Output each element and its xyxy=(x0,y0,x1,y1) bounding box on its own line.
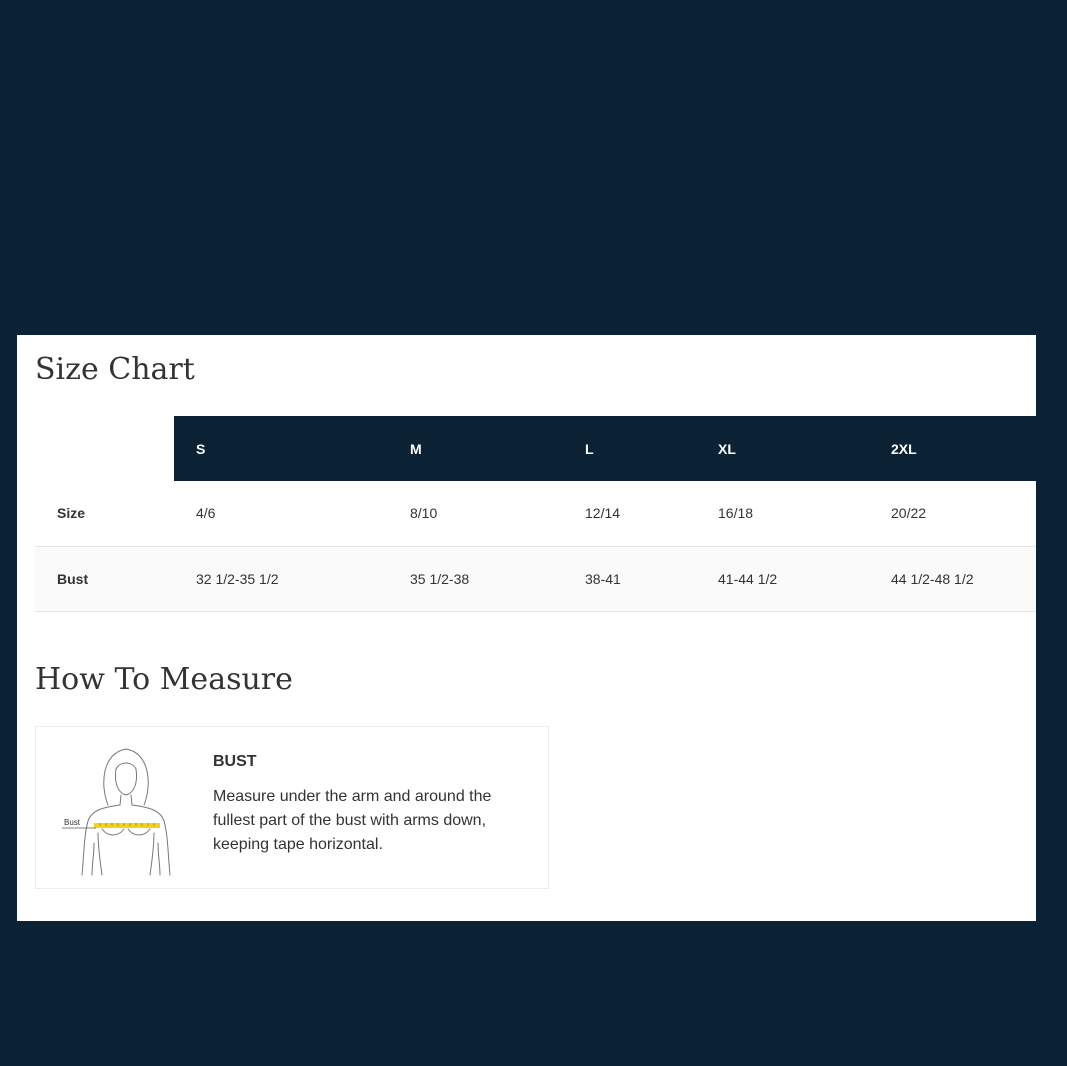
table-cell: 44 1/2-48 1/2 xyxy=(869,546,1036,611)
table-cell: 32 1/2-35 1/2 xyxy=(174,546,388,611)
size-chart-title: Size Chart xyxy=(35,352,195,387)
measure-heading-bust: BUST xyxy=(213,753,257,770)
header-size-xl: XL xyxy=(696,416,869,481)
table-row-bust xyxy=(35,546,1036,611)
how-to-measure-title: How To Measure xyxy=(35,662,293,697)
header-size-l: L xyxy=(563,416,696,481)
table-cell: 8/10 xyxy=(388,481,563,546)
table-row-size xyxy=(35,481,1036,546)
header-size-s: S xyxy=(174,416,388,481)
table-cell: 41-44 1/2 xyxy=(696,546,869,611)
table-cell: 16/18 xyxy=(696,481,869,546)
row-label-bust: Bust xyxy=(35,546,174,611)
bust-measurement-figure-icon xyxy=(56,743,186,877)
table-cell: 12/14 xyxy=(563,481,696,546)
header-size-2xl: 2XL xyxy=(869,416,1036,481)
row-label-size: Size xyxy=(35,481,174,546)
table-cell: 38-41 xyxy=(563,546,696,611)
size-chart-table xyxy=(35,416,1036,612)
table-cell: 35 1/2-38 xyxy=(388,546,563,611)
header-corner-cell xyxy=(35,416,174,481)
header-size-m: M xyxy=(388,416,563,481)
figure-label-bust: Bust xyxy=(64,818,81,827)
size-chart-header-row xyxy=(35,416,1036,481)
table-cell: 4/6 xyxy=(174,481,388,546)
size-guide-panel xyxy=(17,335,1036,921)
table-cell: 20/22 xyxy=(869,481,1036,546)
measure-card-bust xyxy=(35,726,549,889)
measure-description-bust: Measure under the arm and around the fullest part of the bust with arms down, keeping tape horizontal. xyxy=(213,788,492,853)
measure-text-block xyxy=(213,753,533,857)
